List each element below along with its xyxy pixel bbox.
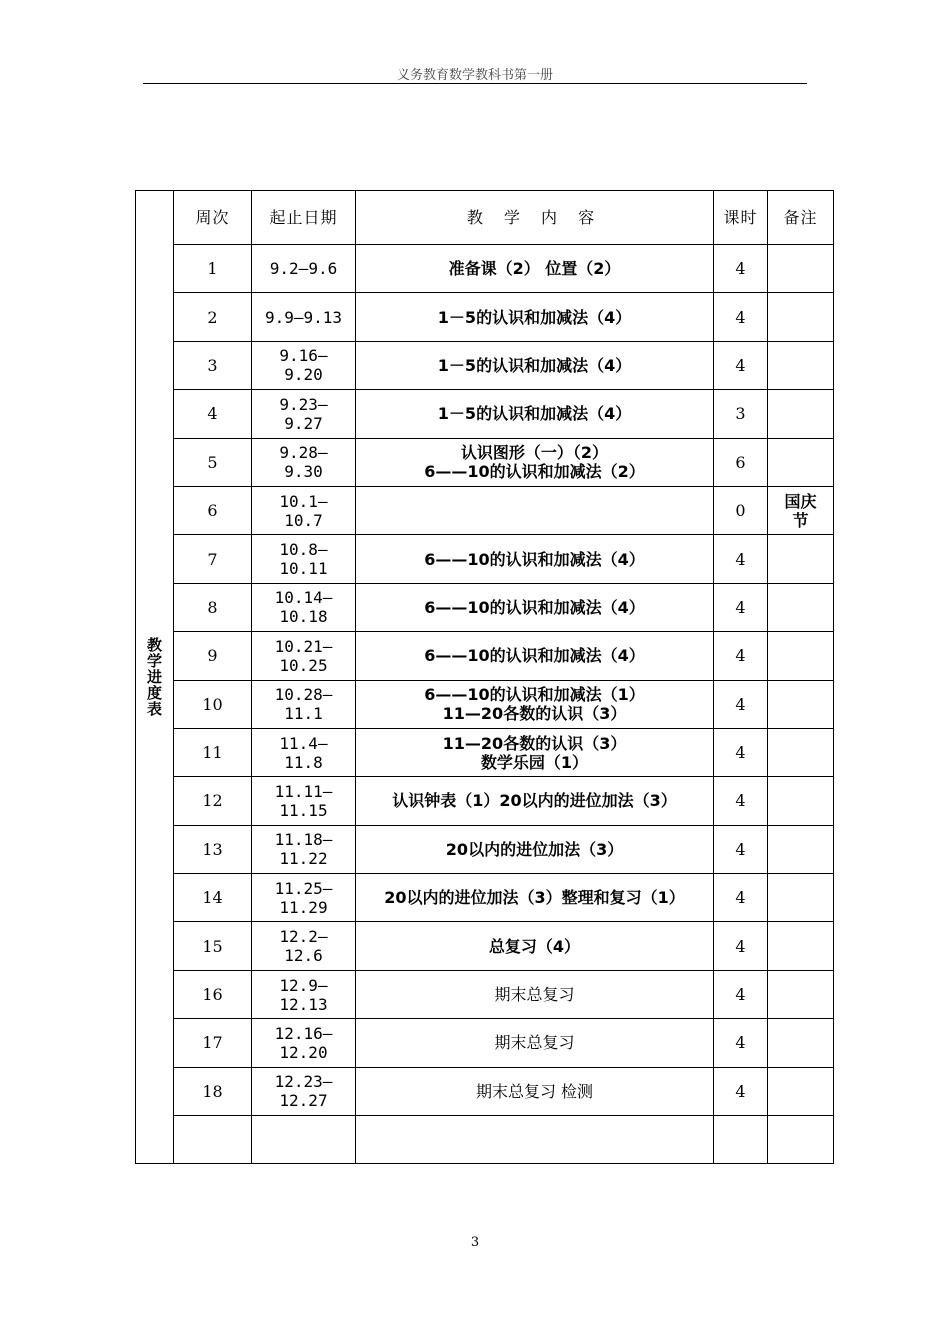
week-cell: 10	[174, 680, 252, 728]
content-cell: 期末总复习 检测	[356, 1067, 714, 1115]
hours-cell: 4	[714, 680, 768, 728]
dates-cell: 9.23— 9.27	[252, 390, 356, 438]
hours-cell: 0	[714, 486, 768, 534]
week-cell: 18	[174, 1067, 252, 1115]
dates-cell: 11.11— 11.15	[252, 777, 356, 825]
dates-cell: 10.28— 11.1	[252, 680, 356, 728]
table-row	[136, 728, 834, 776]
hours-cell: 4	[714, 535, 768, 583]
hours-cell: 4	[714, 341, 768, 389]
note-cell	[768, 680, 834, 728]
week-cell: 13	[174, 825, 252, 873]
table-row	[136, 680, 834, 728]
week-cell: 4	[174, 390, 252, 438]
dates-cell: 9.9—9.13	[252, 293, 356, 341]
note-cell	[768, 390, 834, 438]
note-cell	[768, 632, 834, 680]
hours-cell: 4	[714, 293, 768, 341]
table-row	[136, 777, 834, 825]
hours-cell: 4	[714, 970, 768, 1018]
week-cell: 7	[174, 535, 252, 583]
dates-cell: 11.18— 11.22	[252, 825, 356, 873]
note-cell	[768, 777, 834, 825]
hours-cell: 4	[714, 922, 768, 970]
week-cell: 2	[174, 293, 252, 341]
note-cell: 国庆 节	[768, 486, 834, 534]
week-cell: 3	[174, 341, 252, 389]
week-cell: 8	[174, 583, 252, 631]
note-cell	[768, 535, 834, 583]
week-cell: 17	[174, 1019, 252, 1067]
content-cell: 6——10的认识和加减法（1） 11—20各数的认识（3）	[356, 680, 714, 728]
table-row	[136, 341, 834, 389]
note-cell	[768, 874, 834, 922]
week-cell: 5	[174, 438, 252, 486]
content-cell: 6——10的认识和加减法（4）	[356, 535, 714, 583]
dates-cell: 10.1— 10.7	[252, 486, 356, 534]
column-header-dates: 起止日期	[252, 191, 356, 245]
content-cell	[356, 1116, 714, 1164]
note-cell	[768, 583, 834, 631]
table-row	[136, 390, 834, 438]
week-cell: 12	[174, 777, 252, 825]
content-cell: 20以内的进位加法（3）	[356, 825, 714, 873]
note-cell	[768, 1067, 834, 1115]
hours-cell: 4	[714, 874, 768, 922]
content-cell	[356, 486, 714, 534]
content-cell: 1－5的认识和加减法（4）	[356, 293, 714, 341]
side-label: 教学进度表	[146, 636, 162, 719]
dates-cell: 12.23— 12.27	[252, 1067, 356, 1115]
dates-cell: 9.2—9.6	[252, 245, 356, 293]
table-row	[136, 970, 834, 1018]
dates-cell	[252, 1116, 356, 1164]
column-header-hours: 课时	[714, 191, 768, 245]
content-cell: 11—20各数的认识（3） 数学乐园（1）	[356, 728, 714, 776]
note-cell	[768, 341, 834, 389]
page-number: 3	[470, 1235, 480, 1250]
dates-cell: 12.9— 12.13	[252, 970, 356, 1018]
note-cell	[768, 438, 834, 486]
content-cell: 认识图形（一）（2） 6——10的认识和加减法（2）	[356, 438, 714, 486]
week-cell: 11	[174, 728, 252, 776]
content-cell: 1－5的认识和加减法（4）	[356, 390, 714, 438]
table-row	[136, 1116, 834, 1164]
dates-cell: 9.16— 9.20	[252, 341, 356, 389]
note-cell	[768, 825, 834, 873]
page-header-title: 义务教育数学教科书第一册	[396, 68, 553, 83]
column-header-week: 周次	[174, 191, 252, 245]
side-label-cell	[136, 191, 174, 1164]
table-row	[136, 438, 834, 486]
hours-cell: 4	[714, 825, 768, 873]
hours-cell: 6	[714, 438, 768, 486]
table-row	[136, 486, 834, 534]
content-cell: 期末总复习	[356, 1019, 714, 1067]
hours-cell: 4	[714, 583, 768, 631]
week-cell: 16	[174, 970, 252, 1018]
table-row	[136, 1067, 834, 1115]
hours-cell	[714, 1116, 768, 1164]
table-row	[136, 535, 834, 583]
table-row	[136, 293, 834, 341]
content-cell: 20以内的进位加法（3）整理和复习（1）	[356, 874, 714, 922]
hours-cell: 4	[714, 728, 768, 776]
hours-cell: 3	[714, 390, 768, 438]
table-row	[136, 632, 834, 680]
week-cell	[174, 1116, 252, 1164]
schedule-table	[135, 190, 834, 1164]
dates-cell: 11.25— 11.29	[252, 874, 356, 922]
header-rule	[143, 83, 807, 84]
content-cell: 总复习（4）	[356, 922, 714, 970]
week-cell: 1	[174, 245, 252, 293]
week-cell: 14	[174, 874, 252, 922]
content-cell: 6——10的认识和加减法（4）	[356, 632, 714, 680]
hours-cell: 4	[714, 632, 768, 680]
content-cell: 6——10的认识和加减法（4）	[356, 583, 714, 631]
note-cell	[768, 245, 834, 293]
week-cell: 9	[174, 632, 252, 680]
content-cell: 准备课（2） 位置（2）	[356, 245, 714, 293]
table-row	[136, 583, 834, 631]
content-cell: 期末总复习	[356, 970, 714, 1018]
content-cell: 认识钟表（1）20以内的进位加法（3）	[356, 777, 714, 825]
content-cell: 1－5的认识和加减法（4）	[356, 341, 714, 389]
table-row	[136, 825, 834, 873]
dates-cell: 10.21— 10.25	[252, 632, 356, 680]
table-row	[136, 874, 834, 922]
table-row	[136, 245, 834, 293]
dates-cell: 9.28— 9.30	[252, 438, 356, 486]
table-row	[136, 1019, 834, 1067]
dates-cell: 12.16— 12.20	[252, 1019, 356, 1067]
table-header-row	[136, 191, 834, 245]
note-cell	[768, 293, 834, 341]
dates-cell: 12.2— 12.6	[252, 922, 356, 970]
hours-cell: 4	[714, 1067, 768, 1115]
week-cell: 6	[174, 486, 252, 534]
table-row	[136, 922, 834, 970]
hours-cell: 4	[714, 777, 768, 825]
dates-cell: 10.14— 10.18	[252, 583, 356, 631]
note-cell	[768, 970, 834, 1018]
dates-cell: 10.8— 10.11	[252, 535, 356, 583]
week-cell: 15	[174, 922, 252, 970]
note-cell	[768, 922, 834, 970]
column-header-notes: 备注	[768, 191, 834, 245]
dates-cell: 11.4— 11.8	[252, 728, 356, 776]
note-cell	[768, 1116, 834, 1164]
note-cell	[768, 1019, 834, 1067]
hours-cell: 4	[714, 245, 768, 293]
hours-cell: 4	[714, 1019, 768, 1067]
note-cell	[768, 728, 834, 776]
column-header-content: 教 学 内 容	[356, 191, 714, 245]
